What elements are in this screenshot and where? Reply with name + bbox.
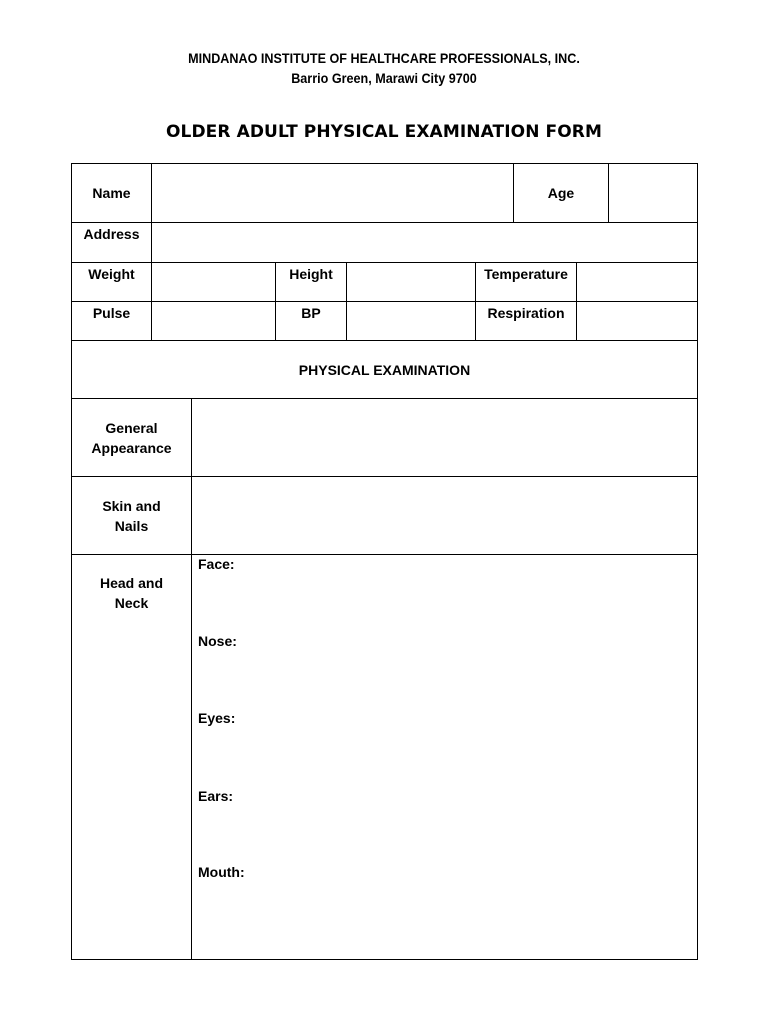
general-appearance-field[interactable]: [191, 398, 698, 477]
bp-field[interactable]: [346, 301, 476, 341]
height-label: Height: [275, 262, 347, 302]
institution-address: Barrio Green, Marawi City 9700: [291, 70, 477, 86]
weight-field[interactable]: [151, 262, 276, 302]
address-label: Address: [71, 222, 152, 263]
eyes-label: Eyes:: [198, 710, 236, 726]
pulse-label: Pulse: [71, 301, 152, 341]
temperature-field[interactable]: [576, 262, 698, 302]
skin-nails-label: Skin and Nails: [71, 476, 192, 555]
institution-header: [38, 48, 729, 88]
nose-label: Nose:: [198, 633, 237, 649]
weight-label: Weight: [71, 262, 152, 302]
form-title: OLDER ADULT PHYSICAL EXAMINATION FORM: [165, 122, 603, 142]
face-label: Face:: [198, 556, 235, 572]
institution-name: MINDANAO INSTITUTE OF HEALTHCARE PROFESSIONALS, INC.: [188, 50, 580, 66]
bp-label: BP: [275, 301, 347, 341]
name-label: Name: [71, 163, 152, 223]
pulse-field[interactable]: [151, 301, 276, 341]
height-field[interactable]: [346, 262, 476, 302]
mouth-label: Mouth:: [198, 864, 245, 880]
respiration-label: Respiration: [475, 301, 577, 341]
head-neck-field[interactable]: [191, 554, 698, 960]
ears-label: Ears:: [198, 788, 234, 804]
general-appearance-label: General Appearance: [71, 398, 192, 477]
physical-exam-section-title: PHYSICAL EXAMINATION: [71, 340, 698, 399]
age-field[interactable]: [608, 163, 698, 223]
respiration-field[interactable]: [576, 301, 698, 341]
skin-nails-field[interactable]: [191, 476, 698, 555]
temperature-label: Temperature: [475, 262, 577, 302]
age-label: Age: [513, 163, 609, 223]
name-field[interactable]: [151, 163, 514, 223]
address-field[interactable]: [151, 222, 698, 263]
head-neck-label: Head and Neck: [71, 554, 192, 960]
